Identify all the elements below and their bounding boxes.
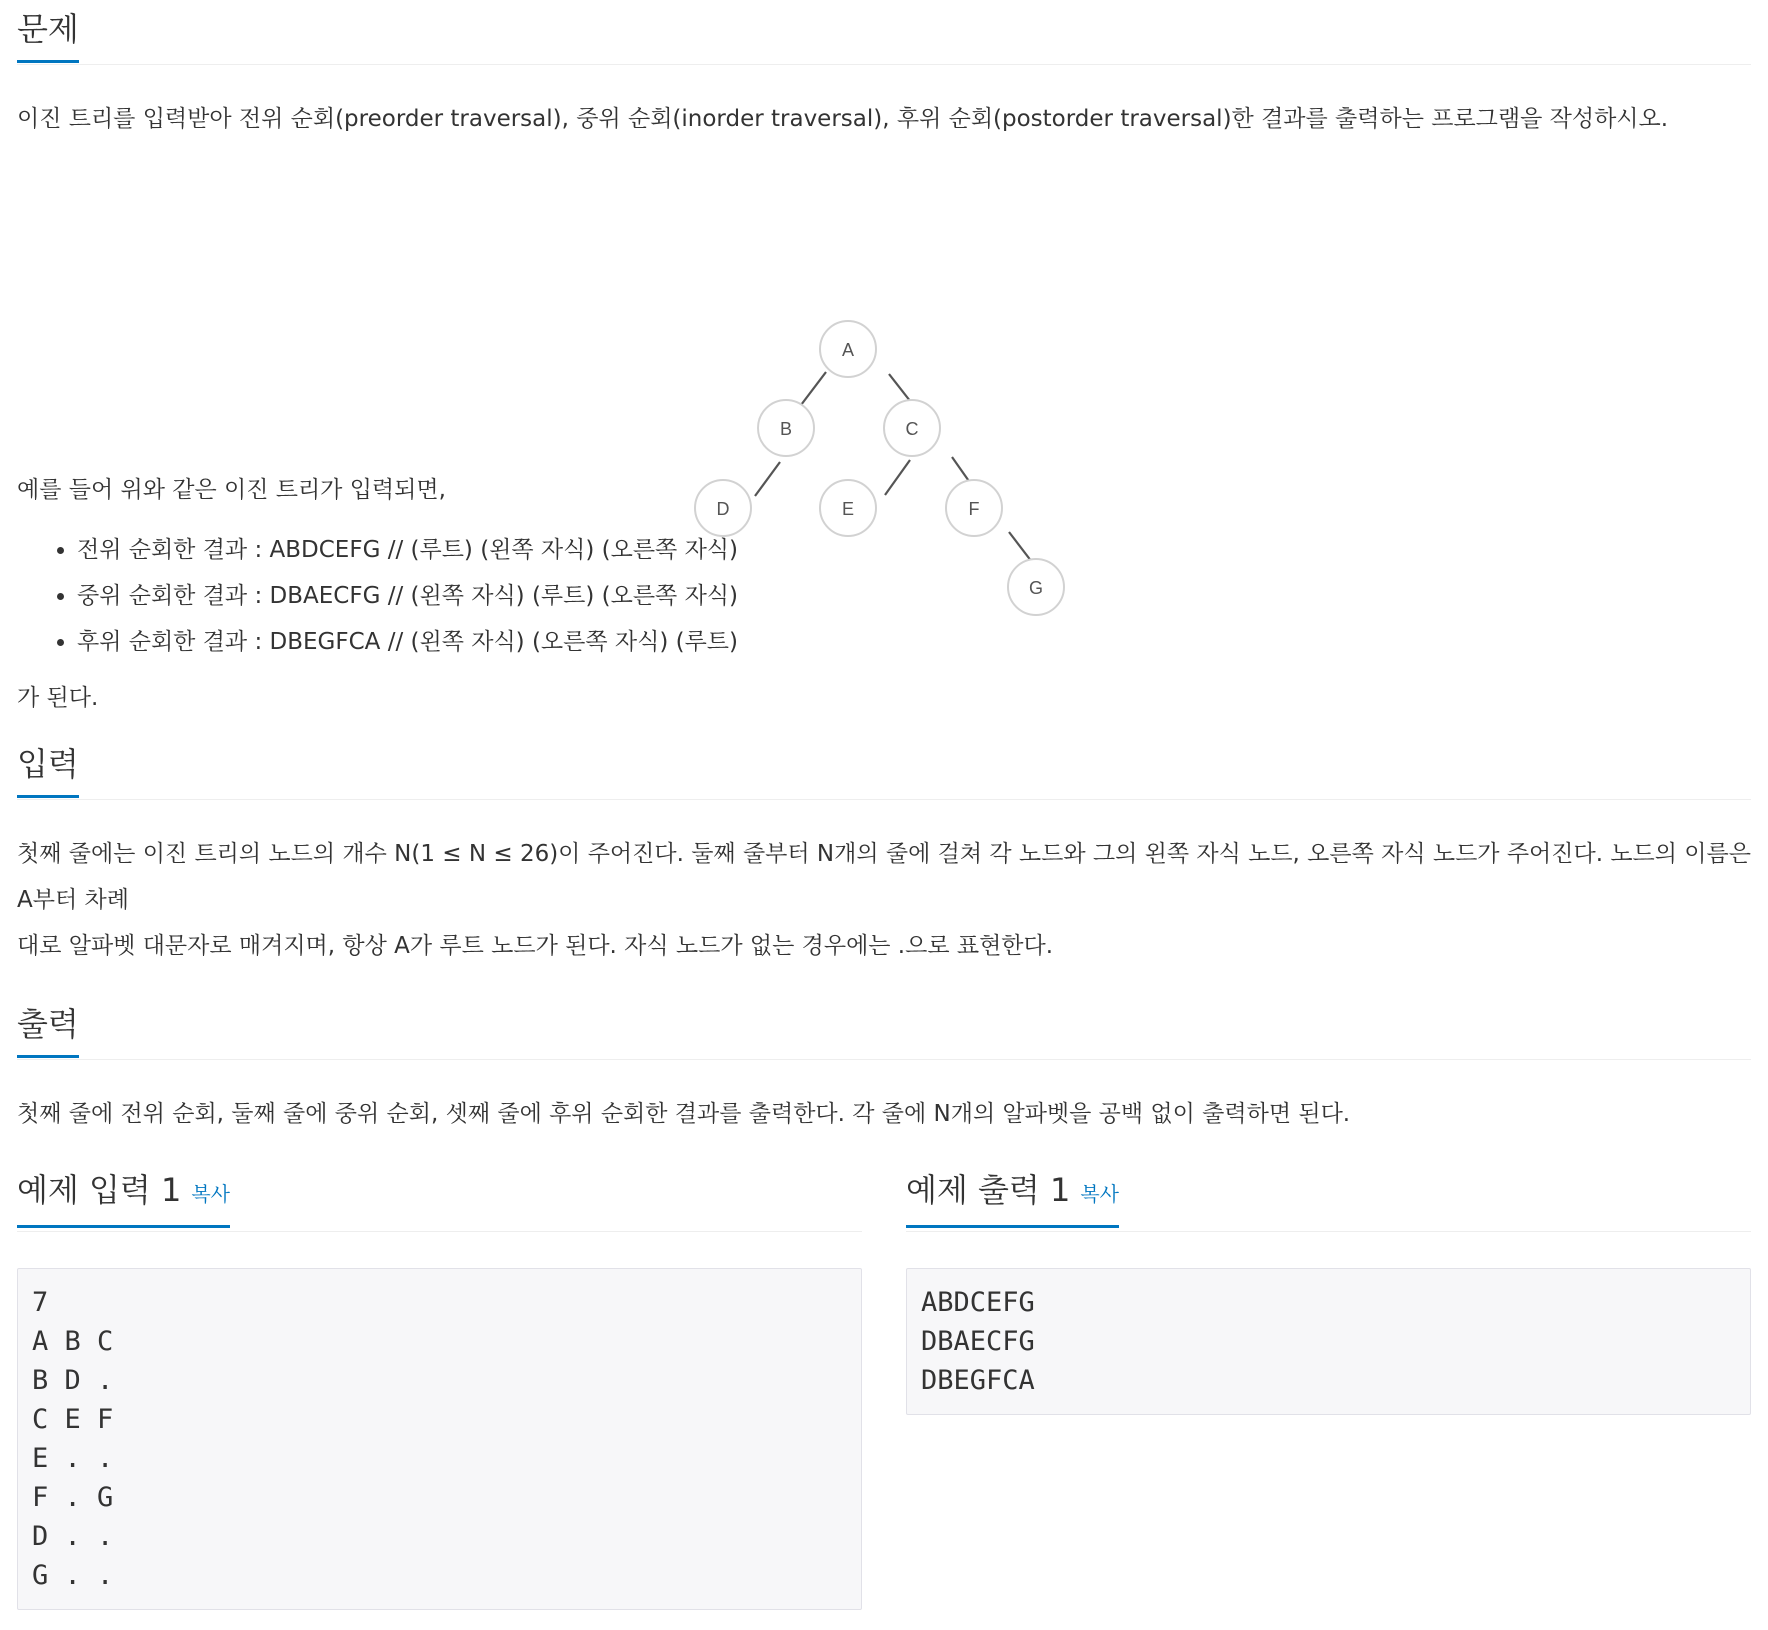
- traversal-item-inorder: • 중위 순회한 결과 : DBAECFG // (왼쪽 자식) (루트) (오른쪽 자식): [77, 573, 1751, 619]
- problem-intro: 이진 트리를 입력받아 전위 순회(preorder traversal), 중위 순회(inorder traversal), 후위 순회(postorder traversal)한 결과를 출력하는 프로그램을 작성하시오.: [17, 106, 1669, 132]
- sample-output-copy-button[interactable]: 복사: [1080, 1182, 1119, 1206]
- input-description-line-2: 대로 알파벳 대문자로 매겨지며, 항상 A가 루트 노드가 된다. 자식 노드가 없는 경우에는 .으로 표현한다.: [17, 933, 1054, 959]
- tree-node-label-g: G: [1028, 578, 1044, 598]
- tree-node-label-d: D: [716, 499, 730, 519]
- tree-node-label-a: A: [841, 340, 855, 360]
- problem-page: [17, 0, 1751, 1611]
- sample-input-copy-button[interactable]: 복사: [191, 1182, 230, 1206]
- traversal-item-postorder: • 후위 순회한 결과 : DBEGFCA // (왼쪽 자식) (오른쪽 자식) (루트): [77, 619, 1751, 665]
- sample-input-section: [17, 1151, 862, 1610]
- samples-row: [17, 1151, 1751, 1611]
- sample-input-content: 7 A B C B D . C E F E . . F . G D . . G . .: [17, 1268, 862, 1610]
- example-lead: 예를 들어 위와 같은 이진 트리가 입력되면,: [17, 477, 446, 503]
- output-description: 첫째 줄에 전위 순회, 둘째 줄에 중위 순회, 셋째 줄에 후위 순회한 결과를 출력한다. 각 줄에 N개의 알파벳을 공백 없이 출력하면 된다.: [17, 1101, 1351, 1127]
- sample-output-title: 예제 출력 1: [906, 1171, 1071, 1209]
- problem-heading: 문제: [17, 4, 79, 63]
- tree-node-label-c: C: [905, 419, 919, 439]
- input-heading: 입력: [17, 739, 79, 798]
- input-headline: [17, 735, 1751, 800]
- sample-input-title: 예제 입력 1: [17, 1171, 182, 1209]
- input-description-line-1: 첫째 줄에는 이진 트리의 노드의 개수 N(1 ≤ N ≤ 26)이 주어진다. 둘째 줄부터 N개의 줄에 걸쳐 각 노드와 그의 왼쪽 자식 노드, 오른쪽 자식 노드가 주어진다. 노드의 이름은 A부터 차례: [17, 841, 1751, 913]
- sample-output-content: ABDCEFG DBAECFG DBEGFCA: [906, 1268, 1751, 1415]
- sample-input-headline: [17, 1151, 862, 1232]
- tree-node-label-b: B: [779, 419, 793, 439]
- tree-node-label-f: F: [968, 499, 980, 519]
- output-headline: [17, 995, 1751, 1060]
- tree-node-label-e: E: [841, 499, 855, 519]
- sample-output-section: [906, 1151, 1751, 1415]
- problem-conclusion: 가 된다.: [17, 685, 99, 711]
- sample-output-headline: [906, 1151, 1751, 1232]
- traversal-list: [17, 527, 1751, 665]
- output-heading: 출력: [17, 999, 79, 1058]
- traversal-item-preorder: • 전위 순회한 결과 : ABDCEFG // (루트) (왼쪽 자식) (오른쪽 자식): [77, 527, 1751, 573]
- edge-a-b: [801, 372, 826, 405]
- problem-headline: [17, 0, 1751, 65]
